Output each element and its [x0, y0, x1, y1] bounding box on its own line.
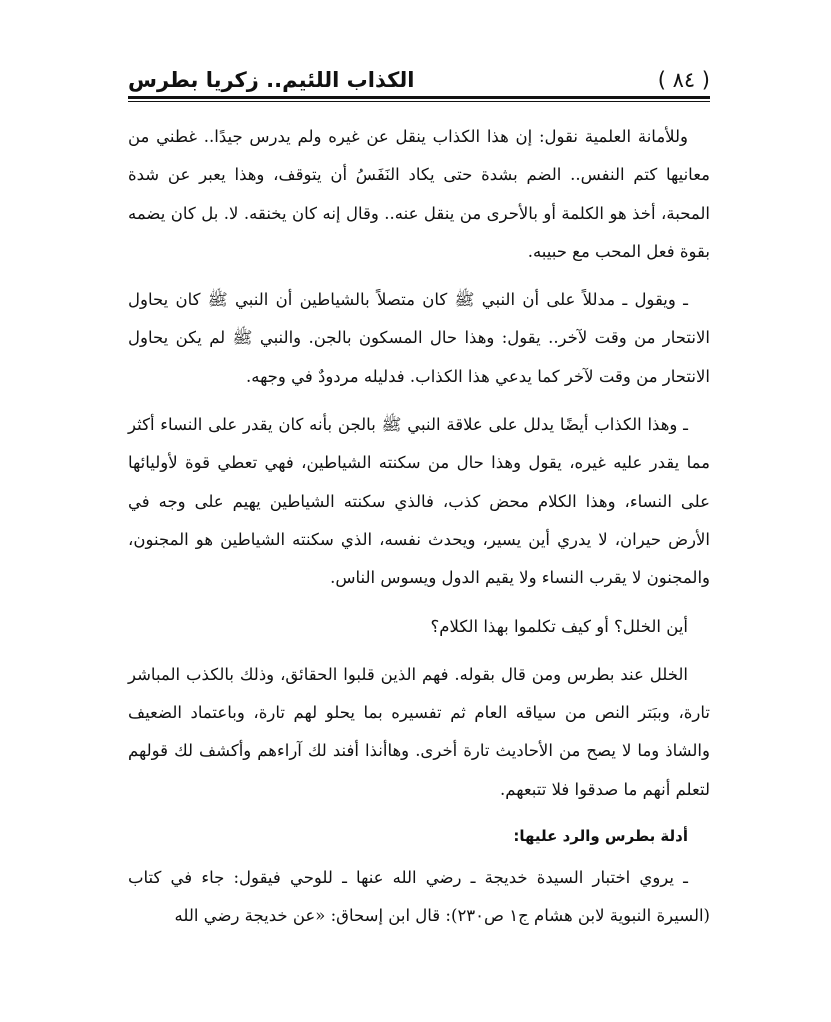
- paragraph-question: أين الخلل؟ أو كيف تكلموا بهذا الكلام؟: [430, 616, 688, 636]
- page-header: [128, 66, 710, 98]
- paragraph-honesty: وللأمانة العلمية نقول: إن هذا الكذاب ينقل عن غيره ولم يدرس جيدًا.. غطني من معانيها كتم النفس.. الضم بشدة حتى يكاد النَفَسُ أن يتوقف، وهذا يعبر عن شدة المحبة، أخذ هو الكلمة أو بالأحرى من ينقل عنه.. وقال إنه كان يخنقه. لا. بل كان يضمه بقوة فعل المحب مع حبيبه.: [128, 127, 710, 261]
- section-heading: أدلة بطرس والرد عليها:: [513, 827, 688, 846]
- header-rule-thin: [128, 101, 710, 102]
- header-rule: [128, 96, 710, 99]
- paragraph-women-claim: ـ وهذا الكذاب أيضًا يدلل على علاقة النبي ﷺ بالجن بأنه كان يقدر على النساء أكثر مما يقدر عليه غيره، يقول وهذا حال من سكنته الشياطين، فهي تعطي قوة لأوليائها على النساء، وهذا الكلام محض كذب، فالذي سكنته الشياطين يهيم على وجه في الأرض حيران، لا يدري أين يسير، ويحدث نفسه، الذي سكنته الشياطين هو المجنون، والمجنون لا يقرب النساء ولا يقيم الدول ويسوس الناس.: [128, 415, 710, 588]
- body-text: [128, 118, 710, 946]
- paragraph-suicide-claim: ـ ويقول ـ مدللاً على أن النبي ﷺ كان متصلاً بالشياطين أن النبي ﷺ كان يحاول الانتحار من وقت لآخر.. يقول: وهذا حال المسكون بالجن. والنبي ﷺ لم يكن يحاول الانتحار من وقت لآخر كما يدعي هذا الكذاب. فدليله مردودٌ في وجهه.: [128, 290, 710, 386]
- page-number: ( ٨٤ ): [657, 68, 710, 92]
- running-title: الكذاب اللئيم.. زكريا بطرس: [128, 68, 415, 92]
- paragraph-flaw: الخلل عند بطرس ومن قال بقوله. فهم الذين قلبوا الحقائق، وذلك بالكذب المباشر تارة، وببَتر النص من سياقه العام ثم تفسيره بما يحلو لهم تارة، وباعتماد الضعيف والشاذ وما لا يصح من الأحاديث تارة أخرى. وهاأنذا أفند لك آراءهم وأكشف لك قولهم لتعلم أنهم ما صدقوا فلا تتبعهم.: [128, 664, 710, 799]
- paragraph-khadija: ـ يروي اختبار السيدة خديجة ـ رضي الله عنها ـ للوحي فيقول: جاء في كتاب (السيرة النبوية لابن هشام ج١ ص٢٣٠): قال ابن إسحاق: «عن خديجة رضي الله: [128, 868, 710, 926]
